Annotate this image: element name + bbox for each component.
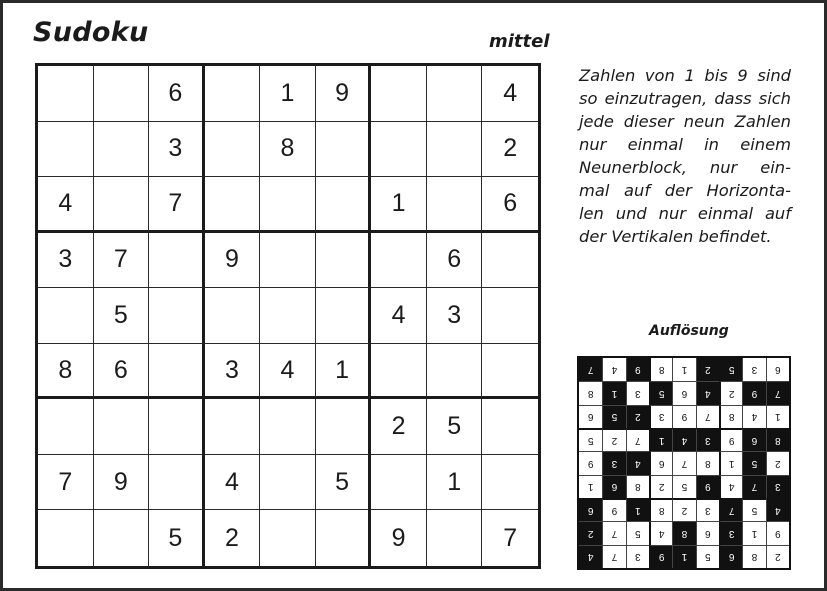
solution-cell: 7: [672, 451, 695, 474]
solution-cell: 8: [742, 545, 765, 568]
solution-cell: 6: [742, 428, 765, 451]
solution-cell: 4: [649, 521, 672, 544]
sudoku-cell[interactable]: [482, 233, 538, 289]
sudoku-cell[interactable]: [205, 399, 261, 455]
solution-cell: 9: [672, 405, 695, 428]
sudoku-cell[interactable]: [371, 344, 427, 400]
sudoku-cell[interactable]: 5: [149, 510, 205, 566]
solution-cell: 2: [579, 521, 602, 544]
solution-cell: 5: [626, 521, 649, 544]
sudoku-grid: [35, 63, 541, 569]
sudoku-cell[interactable]: 9: [371, 510, 427, 566]
solution-cell: 7: [626, 428, 649, 451]
sudoku-cell[interactable]: 9: [94, 455, 150, 511]
solution-cell: 4: [696, 381, 719, 404]
sudoku-cell[interactable]: 5: [427, 399, 483, 455]
sudoku-cell[interactable]: 7: [94, 233, 150, 289]
solution-cell: 8: [579, 381, 602, 404]
sudoku-cell[interactable]: [94, 122, 150, 178]
sudoku-cell[interactable]: [427, 177, 483, 233]
sudoku-cell[interactable]: [371, 455, 427, 511]
sudoku-cell[interactable]: [427, 344, 483, 400]
solution-label: Auflösung: [649, 323, 729, 339]
solution-cell: 8: [626, 475, 649, 498]
sudoku-cell[interactable]: 8: [260, 122, 316, 178]
sudoku-cell[interactable]: 6: [149, 66, 205, 122]
sudoku-cell[interactable]: [149, 288, 205, 344]
sudoku-cell[interactable]: 4: [205, 455, 261, 511]
sudoku-cell[interactable]: 4: [482, 66, 538, 122]
sudoku-cell[interactable]: 3: [205, 344, 261, 400]
instruction-line: jede dieser neun Zahlen: [579, 112, 791, 131]
sudoku-cell[interactable]: [316, 399, 372, 455]
solution-grid: [577, 356, 791, 570]
instruction-line: nur einmal in einem: [579, 135, 791, 154]
solution-cell: 1: [672, 358, 695, 381]
solution-cell: 6: [579, 498, 602, 521]
solution-cell: 6: [719, 545, 742, 568]
sudoku-cell[interactable]: 6: [427, 233, 483, 289]
sudoku-cell[interactable]: 1: [316, 344, 372, 400]
solution-cell: 1: [579, 475, 602, 498]
solution-cell: 9: [626, 358, 649, 381]
sudoku-cell[interactable]: [371, 233, 427, 289]
sudoku-cell[interactable]: 2: [205, 510, 261, 566]
solution-cell: 4: [766, 498, 789, 521]
sudoku-cell[interactable]: 1: [427, 455, 483, 511]
solution-cell: 2: [626, 405, 649, 428]
solution-cell: 5: [742, 451, 765, 474]
sudoku-cell[interactable]: 4: [371, 288, 427, 344]
solution-cell: 6: [602, 475, 625, 498]
solution-cell: 3: [626, 545, 649, 568]
sudoku-cell[interactable]: [260, 455, 316, 511]
solution-cell: 2: [649, 475, 672, 498]
instructions-text: [579, 64, 791, 248]
sudoku-cell[interactable]: [427, 122, 483, 178]
solution-cell: 9: [696, 475, 719, 498]
solution-cell: 8: [649, 498, 672, 521]
sudoku-cell[interactable]: [149, 233, 205, 289]
sudoku-cell[interactable]: [482, 455, 538, 511]
solution-cell: 2: [672, 498, 695, 521]
sudoku-cell[interactable]: [427, 66, 483, 122]
sudoku-cell[interactable]: [38, 399, 94, 455]
solution-cell: 1: [766, 405, 789, 428]
sudoku-cell[interactable]: [260, 177, 316, 233]
solution-cell: 3: [696, 428, 719, 451]
solution-cell: 4: [602, 358, 625, 381]
solution-cell: 9: [742, 381, 765, 404]
solution-cell: 6: [766, 358, 789, 381]
sudoku-cell[interactable]: [316, 233, 372, 289]
solution-cell: 4: [626, 451, 649, 474]
solution-cell: 3: [696, 498, 719, 521]
sudoku-cell[interactable]: 9: [205, 233, 261, 289]
solution-cell: 5: [672, 475, 695, 498]
page-title: Sudoku: [33, 17, 149, 48]
solution-cell: 3: [649, 405, 672, 428]
solution-cell: 2: [719, 381, 742, 404]
sudoku-cell[interactable]: [482, 344, 538, 400]
solution-cell: 3: [602, 451, 625, 474]
sudoku-cell[interactable]: 2: [482, 122, 538, 178]
solution-cell: 9: [602, 498, 625, 521]
sudoku-cell[interactable]: 3: [427, 288, 483, 344]
solution-cell: 4: [742, 405, 765, 428]
instruction-line: so einzutragen, dass sich: [579, 89, 791, 108]
solution-cell: 5: [649, 381, 672, 404]
sudoku-cell[interactable]: [38, 510, 94, 566]
solution-cell: 4: [672, 428, 695, 451]
sudoku-cell[interactable]: [260, 510, 316, 566]
solution-cell: 5: [742, 498, 765, 521]
solution-cell: 4: [719, 475, 742, 498]
instruction-line: Neunerblock, nur ein-: [579, 158, 791, 177]
solution-cell: 8: [719, 405, 742, 428]
sudoku-cell[interactable]: 7: [149, 177, 205, 233]
instruction-line: der Vertikalen befindet.: [579, 227, 772, 246]
solution-cell: 5: [696, 545, 719, 568]
instruction-line: len und nur einmal auf: [579, 204, 791, 223]
sudoku-cell[interactable]: 2: [371, 399, 427, 455]
sudoku-cell[interactable]: 3: [149, 122, 205, 178]
sudoku-cell[interactable]: [94, 399, 150, 455]
sudoku-cell[interactable]: [316, 122, 372, 178]
solution-cell: 8: [672, 521, 695, 544]
sudoku-cell[interactable]: 8: [38, 344, 94, 400]
sudoku-cell[interactable]: [38, 66, 94, 122]
solution-cell: 1: [672, 545, 695, 568]
solution-cell: 6: [672, 381, 695, 404]
solution-cell: 1: [742, 521, 765, 544]
solution-cell: 5: [602, 405, 625, 428]
sudoku-cell[interactable]: [316, 510, 372, 566]
solution-cell: 9: [649, 545, 672, 568]
sudoku-cell[interactable]: 4: [38, 177, 94, 233]
sudoku-cell[interactable]: [149, 344, 205, 400]
solution-cell: 7: [766, 381, 789, 404]
solution-cell: 1: [602, 381, 625, 404]
solution-cell: 9: [766, 521, 789, 544]
sudoku-cell[interactable]: [149, 399, 205, 455]
difficulty-label: mittel: [489, 31, 550, 52]
solution-cell: 2: [696, 358, 719, 381]
solution-cell: 8: [649, 358, 672, 381]
solution-cell: 1: [649, 428, 672, 451]
sudoku-cell[interactable]: [316, 177, 372, 233]
sudoku-cell[interactable]: [205, 288, 261, 344]
sudoku-cell[interactable]: [371, 66, 427, 122]
solution-cell: 2: [766, 545, 789, 568]
sudoku-cell[interactable]: [94, 177, 150, 233]
sudoku-cell[interactable]: [482, 288, 538, 344]
sudoku-cell[interactable]: 6: [482, 177, 538, 233]
sudoku-cell[interactable]: [260, 399, 316, 455]
solution-cell: 2: [766, 451, 789, 474]
solution-cell: 3: [719, 521, 742, 544]
sudoku-cell[interactable]: [205, 122, 261, 178]
solution-cell: 7: [742, 475, 765, 498]
solution-cell: 6: [696, 521, 719, 544]
sudoku-cell[interactable]: [94, 66, 150, 122]
instruction-line: mal auf der Horizonta-: [579, 181, 791, 200]
solution-cell: 9: [719, 428, 742, 451]
sudoku-cell[interactable]: [482, 399, 538, 455]
sudoku-cell[interactable]: [316, 288, 372, 344]
solution-cell: 7: [719, 498, 742, 521]
solution-cell: 8: [696, 451, 719, 474]
sudoku-cell[interactable]: [427, 510, 483, 566]
solution-cell: 6: [579, 405, 602, 428]
solution-cell: 1: [626, 498, 649, 521]
sudoku-cell[interactable]: 6: [94, 344, 150, 400]
sudoku-cell[interactable]: 1: [371, 177, 427, 233]
solution-cell: 4: [579, 545, 602, 568]
solution-cell: 1: [719, 451, 742, 474]
solution-cell: 3: [626, 381, 649, 404]
instruction-line: Zahlen von 1 bis 9 sind: [579, 66, 791, 85]
sudoku-cell[interactable]: [38, 288, 94, 344]
sudoku-cell[interactable]: 5: [94, 288, 150, 344]
solution-cell: 7: [579, 358, 602, 381]
solution-cell: 6: [649, 451, 672, 474]
sudoku-cell[interactable]: [205, 66, 261, 122]
solution-cell: 7: [696, 405, 719, 428]
solution-cell: 9: [579, 451, 602, 474]
solution-cell: 8: [766, 428, 789, 451]
solution-cell: 3: [766, 475, 789, 498]
solution-cell: 3: [742, 358, 765, 381]
sudoku-cell[interactable]: [371, 122, 427, 178]
solution-cell: 2: [602, 428, 625, 451]
solution-cell: 5: [579, 428, 602, 451]
solution-cell: 5: [719, 358, 742, 381]
sudoku-cell[interactable]: [260, 288, 316, 344]
solution-cell: 7: [602, 521, 625, 544]
solution-cell: 7: [602, 545, 625, 568]
sudoku-cell[interactable]: 3: [38, 233, 94, 289]
sudoku-cell[interactable]: 5: [316, 455, 372, 511]
sudoku-cell[interactable]: [94, 510, 150, 566]
sudoku-cell[interactable]: [260, 233, 316, 289]
sudoku-cell[interactable]: 7: [38, 455, 94, 511]
sudoku-cell[interactable]: [149, 455, 205, 511]
sudoku-cell[interactable]: [38, 122, 94, 178]
sudoku-cell[interactable]: 7: [503, 523, 518, 552]
sudoku-cell[interactable]: 9: [316, 66, 372, 122]
sudoku-cell[interactable]: [205, 177, 261, 233]
sudoku-cell[interactable]: 4: [260, 344, 316, 400]
sudoku-cell[interactable]: 1: [260, 66, 316, 122]
